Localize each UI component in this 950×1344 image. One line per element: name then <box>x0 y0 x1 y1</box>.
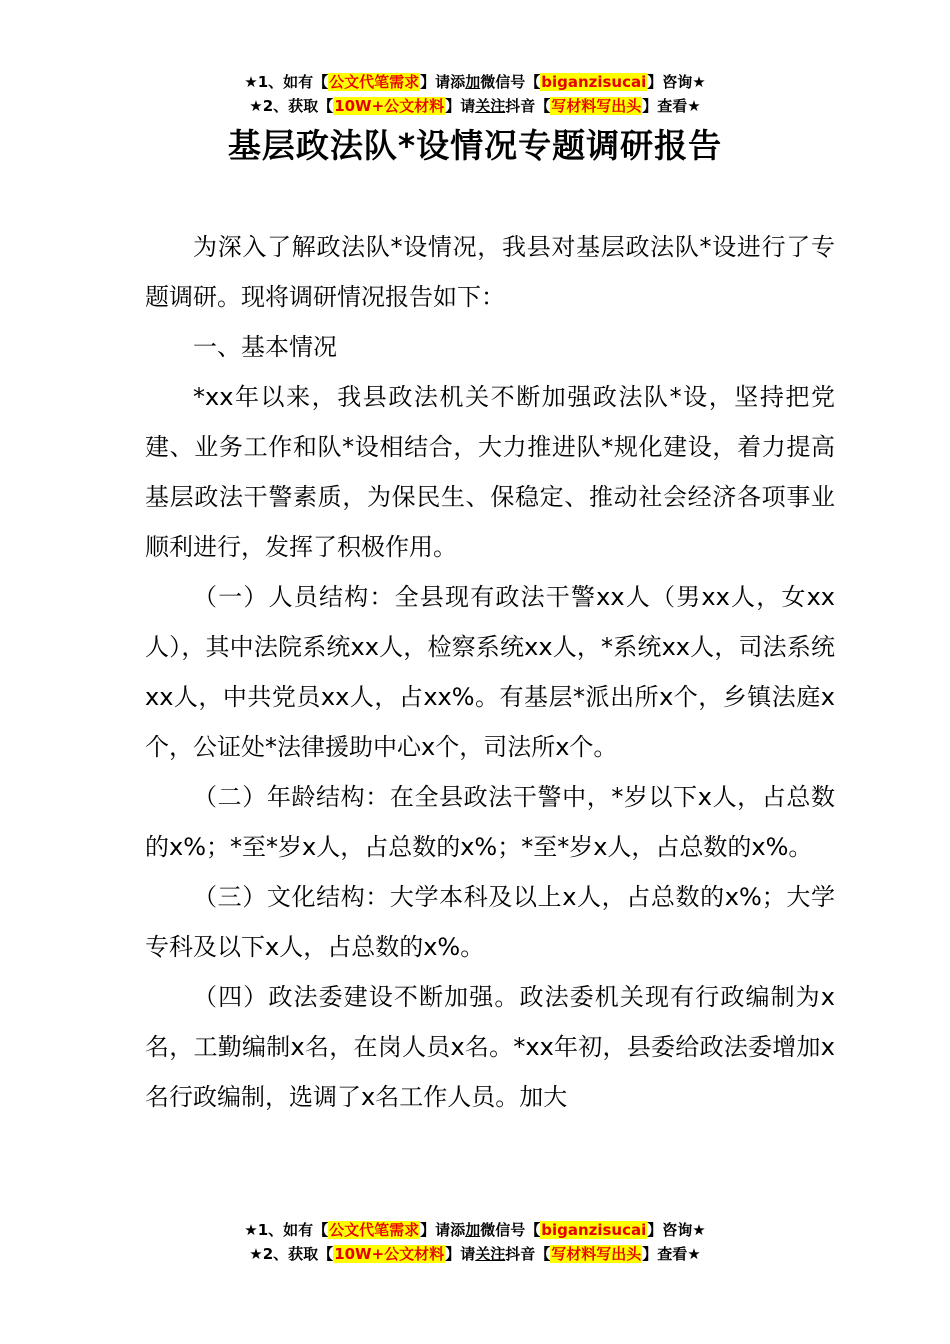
paragraph-intro: 为深入了解政法队*设情况，我县对基层政法队*设进行了专题调研。现将调研情况报告如下： <box>145 233 835 311</box>
paragraph-overview: *xx年以来，我县政法机关不断加强政法队*设，坚持把党建、业务工作和队*设相结合，大力推进队*规化建设，着力提高基层政法干警素质，为保民生、保稳定、推动社会经济各项事业顺利进行，发挥了积极作用。 <box>145 383 835 561</box>
promo-douyin-id: 写材料写出头 <box>551 1245 642 1263</box>
promo-line-1: ★1、如有【公文代笔需求】请添加微信号【biganzisucai】咨询★ <box>244 73 706 91</box>
section-heading: 一、基本情况 <box>193 333 337 361</box>
paragraph-education: （三）文化结构：大学本科及以上x人，占总数的x%；大学专科及以下x人，占总数的x%。 <box>145 883 835 961</box>
promo-banner-bottom <box>0 1218 950 1266</box>
promo-highlight: 公文代笔需求 <box>329 73 420 91</box>
paragraph-age: （二）年龄结构：在全县政法干警中，*岁以下x人，占总数的x%；*至*岁x人，占总数的x%；*至*岁x人，占总数的x%。 <box>145 783 835 861</box>
promo-highlight: 10W+公文材料 <box>334 1245 445 1263</box>
promo-line-2: ★2、获取【10W+公文材料】请关注抖音【写材料写出头】查看★ <box>249 1245 701 1263</box>
promo-line-1: ★1、如有【公文代笔需求】请添加微信号【biganzisucai】咨询★ <box>244 1221 706 1239</box>
document-title: 基层政法队*设情况专题调研报告 <box>227 126 723 165</box>
paragraph-committee: （四）政法委建设不断加强。政法委机关现有行政编制为x名，工勤编制x名，在岗人员x名。*xx年初，县委给政法委增加x名行政编制，选调了x名工作人员。加大 <box>145 983 835 1111</box>
promo-douyin-id: 写材料写出头 <box>551 97 642 115</box>
promo-highlight: 10W+公文材料 <box>334 97 445 115</box>
promo-line-2: ★2、获取【10W+公文材料】请关注抖音【写材料写出头】查看★ <box>249 97 701 115</box>
document-body <box>145 222 835 1122</box>
promo-banner-top <box>0 70 950 118</box>
promo-wechat-id: biganzisucai <box>541 73 647 91</box>
promo-highlight: 公文代笔需求 <box>329 1221 420 1239</box>
paragraph-personnel: （一）人员结构：全县现有政法干警xx人（男xx人，女xx人），其中法院系统xx人，检察系统xx人，*系统xx人，司法系统xx人，中共党员xx人，占xx%。有基层*派出所x个，乡镇法庭x个，公证处*法律援助中心x个，司法所x个。 <box>145 583 835 761</box>
promo-wechat-id: biganzisucai <box>541 1221 647 1239</box>
